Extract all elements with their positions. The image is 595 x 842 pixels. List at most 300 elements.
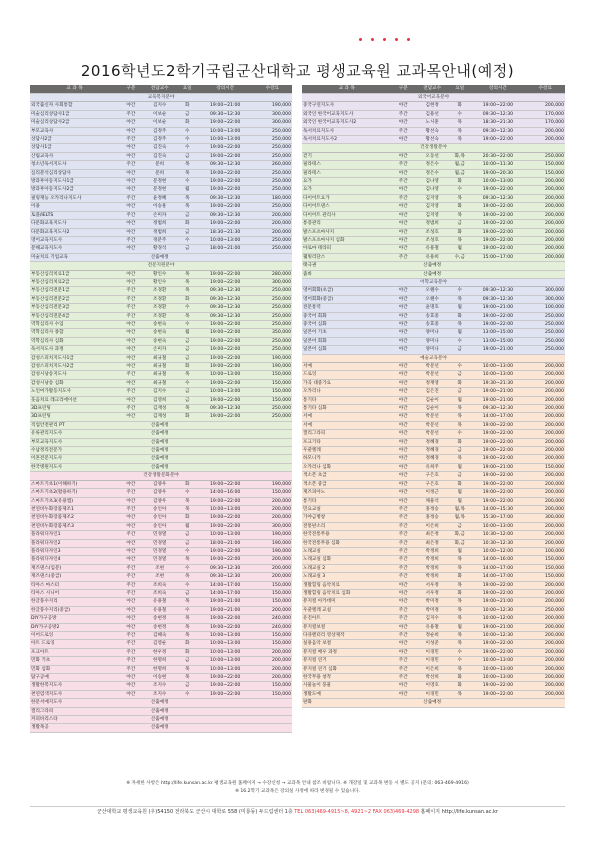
course-time: 19:00~22:00 (470, 320, 525, 328)
course-day: 화 (449, 228, 470, 236)
course-day (177, 699, 198, 707)
course-teacher: 박선희 (415, 674, 449, 682)
course-name: 다이어트요가 (302, 194, 391, 202)
course-time: 19:00~21:00 (470, 304, 525, 312)
course-row (302, 270, 565, 278)
course-fee (253, 447, 292, 455)
course-teacher: 박문선 (415, 371, 449, 379)
course-row (302, 413, 565, 421)
course-name: 요가 (302, 178, 391, 186)
course-name: 실용음악 보컬 (302, 640, 391, 648)
course-name: 포크아트 (30, 648, 119, 656)
course-fee: 250,000 (253, 337, 292, 345)
course-time: 18:30~21:30 (198, 228, 253, 236)
course-time: 14:00~15:30 (470, 505, 525, 513)
course-type: 주간 (119, 211, 143, 219)
course-day: 월 (177, 329, 198, 337)
contact-fax: FAX 063)469-4298 (372, 809, 420, 815)
course-type: 야간 (391, 211, 415, 219)
course-day: 목 (177, 615, 198, 623)
course-fee: 250,000 (253, 245, 292, 253)
course-fee: 250,000 (253, 312, 292, 320)
course-type (391, 699, 415, 707)
course-day: 수 (177, 690, 198, 698)
course-time: 09:30~12:30 (198, 573, 253, 581)
course-fee: 200,000 (526, 236, 565, 244)
course-teacher: 조희숙 (143, 589, 177, 597)
course-row (302, 556, 565, 564)
course-teacher: 이보순 (143, 119, 177, 127)
course-name: 재즈댄스(중급) (30, 573, 119, 581)
course-fee: 150,000 (253, 598, 292, 606)
course-fee (253, 707, 292, 715)
course-name: 뮤지컬 아카데미 (302, 598, 391, 606)
course-type: 주간 (119, 371, 143, 379)
course-name: 재즈피아노 (302, 489, 391, 497)
course-table-left (30, 85, 292, 733)
course-fee: 250,000 (526, 606, 565, 614)
course-teacher: 김나영 (415, 186, 449, 194)
course-day: 수 (449, 337, 470, 345)
course-name: 웃음치료 레크리에이션 (30, 396, 119, 404)
course-row (302, 606, 565, 614)
course-name: 천연비누화장품제조3 (30, 522, 119, 530)
course-teacher: 김정주 (143, 127, 177, 135)
course-type: 야간 (391, 119, 415, 127)
course-day: 목 (177, 287, 198, 295)
course-fee: 250,000 (253, 320, 292, 328)
course-teacher: 문희 (143, 169, 177, 177)
course-name: 방과후아동지도사1급 (30, 178, 119, 186)
course-fee: 200,000 (526, 253, 565, 261)
course-teacher: 조경환 (143, 287, 177, 295)
course-name: 상담사1급 (30, 144, 119, 152)
course-name: 노인여가활동지도사 (30, 388, 119, 396)
course-teacher: 윤정혜 (143, 194, 177, 202)
course-name: 감성스피치지도사2급 (30, 363, 119, 371)
course-type: 주간 (391, 161, 415, 169)
course-teacher: 최규철 (143, 371, 177, 379)
course-fee: 280,000 (253, 270, 292, 278)
course-fee: 200,000 (526, 640, 565, 648)
course-row (30, 556, 292, 564)
course-row (30, 699, 292, 707)
course-fee: 150,000 (253, 581, 292, 589)
course-type: 주간 (119, 632, 143, 640)
course-name: 발스포츠마사지 심화 (302, 236, 391, 244)
course-fee: 200,000 (526, 136, 565, 144)
course-time: 09:30~12:30 (198, 211, 253, 219)
course-day (177, 716, 198, 724)
header-teacher: 전담교수 (143, 85, 177, 94)
section-header-row (30, 472, 292, 480)
course-type (119, 421, 143, 429)
course-time: 19:30~21:30 (470, 379, 525, 387)
course-fee: 100,000 (526, 547, 565, 555)
course-time: 19:00~22:00 (470, 236, 525, 244)
course-time: 19:00~22:00 (470, 455, 525, 463)
course-teacher: 조경환 (143, 295, 177, 303)
course-name: 생활목공 (30, 724, 119, 732)
course-type: 야간 (119, 539, 143, 547)
page-title: 2016학년도2학기국립군산대학교 평생교육원 교과목안내(예정) (80, 62, 515, 80)
course-teacher: 박정희 (415, 547, 449, 555)
course-time: 10:00~13:00 (198, 127, 253, 135)
course-teacher: 양미나 (415, 329, 449, 337)
course-time (198, 438, 253, 446)
course-teacher: 박정희 (415, 556, 449, 564)
course-day: 목 (177, 598, 198, 606)
course-fee: 150,000 (526, 573, 565, 581)
course-time: 19:00~22:00 (198, 152, 253, 160)
course-day: 월,목 (449, 505, 470, 513)
course-day: 월 (449, 329, 470, 337)
course-time: 09:30~12:30 (198, 564, 253, 572)
course-type: 야간 (119, 203, 143, 211)
course-teacher: 김현정 (415, 102, 449, 110)
course-fee: 190,000 (253, 363, 292, 371)
course-time: 19:00~22:00 (470, 220, 525, 228)
course-day: 금 (177, 531, 198, 539)
course-type: 야간 (119, 396, 143, 404)
course-teacher: 한우정 (143, 648, 177, 656)
course-row (302, 203, 565, 211)
course-name: 부동산심리치료2급 (30, 278, 119, 286)
course-name: 영어회화(중급) (302, 295, 391, 303)
course-type: 주간 (119, 665, 143, 673)
course-row (30, 287, 292, 295)
course-row (30, 102, 292, 110)
course-type (119, 430, 143, 438)
course-name: DIY가구공방2 (30, 623, 119, 631)
course-row (302, 447, 565, 455)
course-teacher: 채용석 (415, 497, 449, 505)
course-day: 화 (449, 589, 470, 597)
course-name: 중국어 심화 (302, 320, 391, 328)
course-day: 목 (177, 270, 198, 278)
course-row (302, 161, 565, 169)
course-name: 걷기 (302, 152, 391, 160)
course-type: 야간 (119, 556, 143, 564)
course-teacher: 황선숙 (415, 136, 449, 144)
course-time: 13:00~15:00 (470, 337, 525, 345)
course-type: 주간 (119, 405, 143, 413)
course-teacher: 김양우 (143, 489, 177, 497)
course-fee: 250,000 (253, 236, 292, 244)
course-fee: 170,000 (526, 110, 565, 118)
course-type: 주간 (391, 564, 415, 572)
course-time (198, 699, 253, 707)
course-teacher: 김지수 (143, 388, 177, 396)
course-name: 감성시낭송지도사 (30, 371, 119, 379)
course-day: 수 (177, 489, 198, 497)
course-name: 탐구공예 (30, 674, 119, 682)
course-teacher: 산출예정 (143, 463, 177, 471)
header-course: 교 과 목 (302, 85, 391, 94)
course-name: 생활한복지도사 (30, 682, 119, 690)
course-fee: 300,000 (526, 287, 565, 295)
course-fee: 200,000 (526, 480, 565, 488)
course-type: 주간 (391, 632, 415, 640)
course-name: 다문화교육지도사2 (30, 228, 119, 236)
course-name: 심리분석심리상담사 (30, 169, 119, 177)
course-name: 캘리그라피 (302, 430, 391, 438)
course-teacher: 김지영 (415, 211, 449, 219)
course-fee: 150,000 (253, 589, 292, 597)
course-day: 목 (449, 119, 470, 127)
course-time: 19:00~22:00 (198, 346, 253, 354)
course-day: 수 (177, 127, 198, 135)
course-type: 야간 (391, 346, 415, 354)
course-name: 외국인 한국어교육지도사 (302, 110, 391, 118)
course-row (302, 472, 565, 480)
course-fee: 150,000 (526, 463, 565, 471)
course-time: 10:00~13:00 (198, 657, 253, 665)
course-name: 서예 (302, 421, 391, 429)
course-teacher: 문정현 (143, 178, 177, 186)
course-time: 19:00~21:00 (198, 598, 253, 606)
course-name: 감성스피치지도사1급 (30, 354, 119, 362)
course-fee: 100,000 (526, 304, 565, 312)
course-time: 10:00~13:00 (198, 632, 253, 640)
course-time: 10:00~13:00 (470, 178, 525, 186)
course-row (30, 430, 292, 438)
course-row (30, 211, 292, 219)
course-day: 수 (177, 304, 198, 312)
course-time: 19:00~22:00 (198, 413, 253, 421)
course-row (302, 497, 565, 505)
course-name: 스마트기초2(활용하기) (30, 489, 119, 497)
course-name: 요가 (302, 186, 391, 194)
course-time: 09:30~12:30 (470, 194, 525, 202)
course-time: 19:00~22:00 (470, 438, 525, 446)
course-teacher: 정재영 (415, 379, 449, 387)
course-day (177, 447, 198, 455)
course-time: 19:00~22:00 (470, 312, 525, 320)
course-teacher: 유용철 (415, 245, 449, 253)
course-type: 야간 (391, 413, 415, 421)
course-name: 민화 기초 (30, 657, 119, 665)
course-teacher: 손미자 (143, 211, 177, 219)
course-row (30, 716, 292, 724)
course-teacher: 양미나 (415, 346, 449, 354)
table-header-row (30, 85, 292, 94)
course-day: 금 (177, 228, 198, 236)
course-type: 야간 (391, 480, 415, 488)
course-row (30, 547, 292, 555)
course-name: 감성시낭송 심화 (30, 379, 119, 387)
course-row (302, 665, 565, 673)
course-time (470, 270, 525, 278)
course-time: 19:00~22:00 (470, 690, 525, 698)
course-row (302, 623, 565, 631)
course-day: 금 (177, 346, 198, 354)
course-row (30, 573, 292, 581)
contact-homepage-link[interactable]: 홈페이지 http://life.kunsan.ac.kr (420, 809, 498, 815)
course-day: 월 (449, 489, 470, 497)
course-fee: 300,000 (253, 119, 292, 127)
course-day: 목 (177, 665, 198, 673)
course-row (302, 194, 565, 202)
header-day: 요일 (449, 85, 470, 94)
course-teacher: 박문선 (415, 363, 449, 371)
course-name: 플라워디자인3 (30, 547, 119, 555)
course-row (30, 640, 292, 648)
course-type: 야간 (119, 690, 143, 698)
course-time: 19:00~22:00 (470, 640, 525, 648)
course-teacher: 김재성 (143, 413, 177, 421)
course-type: 주간 (391, 615, 415, 623)
course-fee: 200,000 (253, 657, 292, 665)
course-day: 금 (177, 354, 198, 362)
course-fee: 200,000 (253, 573, 292, 581)
course-time: 10:00~13:00 (198, 505, 253, 513)
course-type: 야간 (119, 674, 143, 682)
course-teacher: 김용선 (415, 110, 449, 118)
course-row (302, 346, 565, 354)
course-day: 목 (449, 405, 470, 413)
course-fee (253, 253, 292, 261)
course-type: 야간 (119, 220, 143, 228)
course-teacher: 구은호 (415, 472, 449, 480)
course-time: 19:00~22:00 (198, 178, 253, 186)
course-time (198, 421, 253, 429)
course-time (470, 699, 525, 707)
course-time: 19:00~22:00 (198, 320, 253, 328)
course-row (302, 598, 565, 606)
course-type: 주간 (391, 514, 415, 522)
course-time (470, 262, 525, 270)
course-row (302, 674, 565, 682)
course-day: 화 (177, 480, 198, 488)
course-day: 금 (177, 388, 198, 396)
course-name: 노래교실 2 (302, 564, 391, 572)
course-fee: 350,000 (253, 329, 292, 337)
course-teacher: 김진숙 (143, 152, 177, 160)
course-time: 19:00~22:00 (470, 480, 525, 488)
course-time: 14:00~17:00 (198, 581, 253, 589)
course-day: 수 (449, 186, 470, 194)
course-fee: 150,000 (253, 371, 292, 379)
course-time: 10:00~13:00 (470, 665, 525, 673)
course-day: 목 (177, 169, 198, 177)
course-time: 10:30~12:00 (470, 531, 525, 539)
course-fee (253, 438, 292, 446)
course-type (119, 463, 143, 471)
course-fee: 150,000 (253, 379, 292, 387)
course-row (302, 438, 565, 446)
course-teacher: 정분주 (143, 236, 177, 244)
course-teacher: 서우정 (415, 589, 449, 597)
course-time: 19:00~21:00 (470, 598, 525, 606)
course-type: 주간 (391, 110, 415, 118)
course-teacher: 산출예정 (143, 455, 177, 463)
course-type: 야간 (391, 438, 415, 446)
course-day: 금 (177, 657, 198, 665)
course-day: 화 (449, 438, 470, 446)
course-name: 산림교육사 (30, 152, 119, 160)
course-day: 월 (449, 463, 470, 471)
course-day: 화 (177, 514, 198, 522)
course-name: 사물놀이 풍물 (302, 682, 391, 690)
course-day: 목 (177, 161, 198, 169)
course-name: 전통판소리 (302, 522, 391, 530)
course-fee: 250,000 (253, 152, 292, 160)
course-day: 수 (177, 547, 198, 555)
course-type: 야간 (391, 220, 415, 228)
course-name: 우쿨렐레 (302, 447, 391, 455)
course-time: 14:00~16:00 (470, 556, 525, 564)
course-day: 월 (449, 304, 470, 312)
header-type: 구분 (391, 85, 415, 94)
course-type: 주간 (391, 657, 415, 665)
course-time: 14:00~16:00 (198, 489, 253, 497)
course-fee: 190,000 (253, 102, 292, 110)
course-type: 주간 (119, 295, 143, 303)
course-day: 수 (177, 320, 198, 328)
course-day: 목 (177, 405, 198, 413)
course-name: 서예 (302, 363, 391, 371)
course-fee: 200,000 (526, 522, 565, 530)
course-day: 수 (177, 564, 198, 572)
course-row (30, 245, 292, 253)
course-day: 월 (449, 396, 470, 404)
course-name: 뮤지컬 연기 심화 (302, 665, 391, 673)
course-teacher: 유용철 (143, 598, 177, 606)
course-name: 유류관리지도사 (30, 430, 119, 438)
course-name: 영어회화(초급) (302, 287, 391, 295)
section-title: 교육복지분야 (30, 94, 292, 102)
table-header-row (302, 85, 565, 94)
course-row (30, 539, 292, 547)
course-row (30, 379, 292, 387)
course-type: 야간 (119, 379, 143, 387)
course-time: 19:00~22:00 (198, 270, 253, 278)
course-name: 민화 심화 (30, 665, 119, 673)
course-day: 화 (177, 220, 198, 228)
course-name: 일본어 심화 (302, 346, 391, 354)
course-teacher: 송효중 (415, 312, 449, 320)
course-row (302, 312, 565, 320)
course-fee: 200,000 (253, 211, 292, 219)
course-day: 목 (177, 278, 198, 286)
course-fee: 200,000 (526, 430, 565, 438)
course-day (449, 699, 470, 707)
course-name: 생활힐링 음악치료 심화 (302, 589, 391, 597)
course-teacher: 박문선 (415, 413, 449, 421)
course-name: 필라테스 (302, 169, 391, 177)
course-name: 생활도예 (302, 690, 391, 698)
course-type: 주간 (119, 110, 143, 118)
course-type: 주간 (391, 505, 415, 513)
course-name: 다큐멘터리 영상제작 (302, 632, 391, 640)
course-row (30, 447, 292, 455)
course-type: 야간 (391, 169, 415, 177)
course-teacher: 유용희 (415, 253, 449, 261)
course-type: 주간 (119, 564, 143, 572)
course-teacher: 송인아 (143, 514, 177, 522)
course-teacher: 유희주 (415, 463, 449, 471)
course-time: 19:00~22:00 (198, 497, 253, 505)
course-fee: 200,000 (253, 606, 292, 614)
course-row (30, 396, 292, 404)
course-time (198, 463, 253, 471)
course-name: 태극권 (302, 262, 391, 270)
course-fee: 200,000 (526, 648, 565, 656)
course-type: 야간 (391, 648, 415, 656)
course-fee (526, 270, 565, 278)
course-type: 야간 (119, 547, 143, 555)
